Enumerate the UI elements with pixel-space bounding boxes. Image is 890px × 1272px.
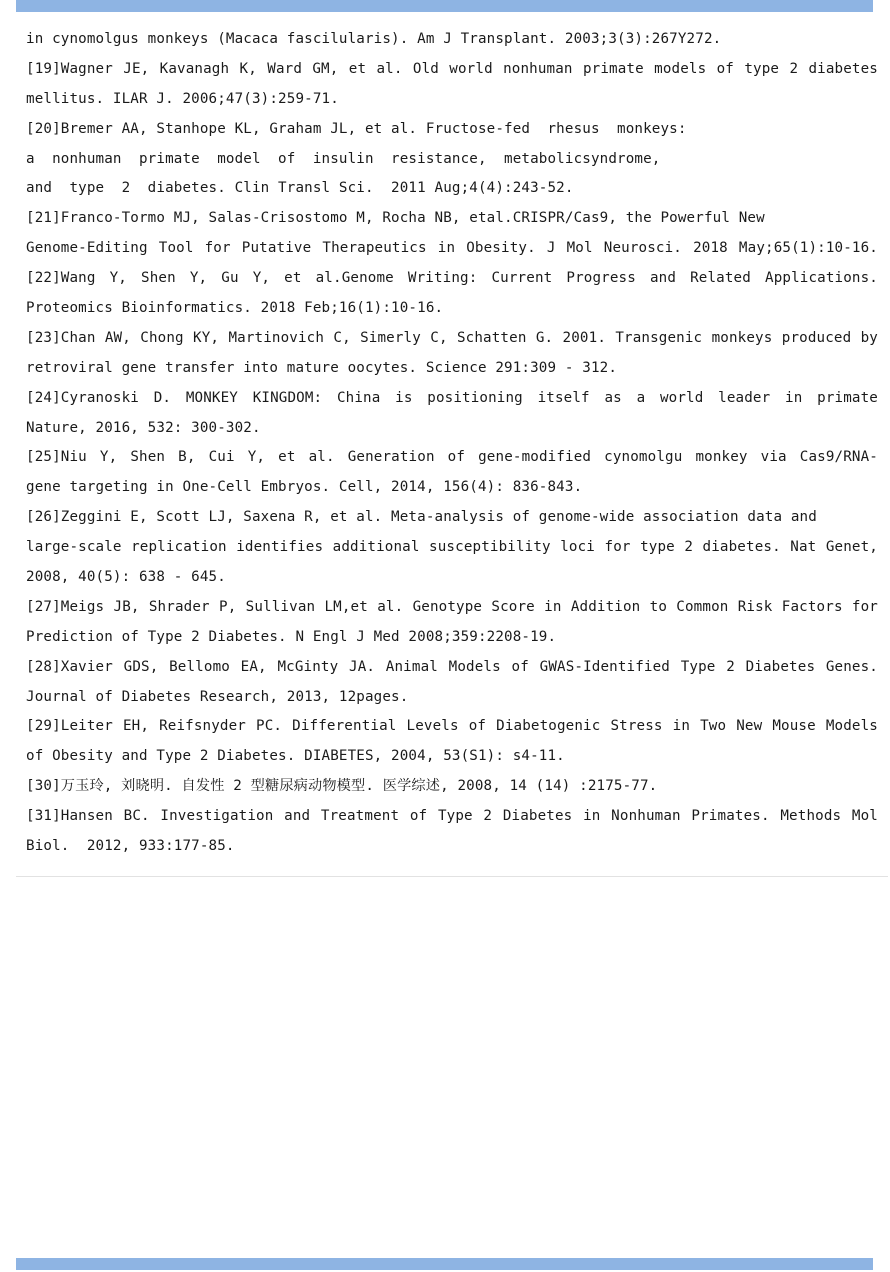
reference-line: a nonhuman primate model of insulin resistance, metabolicsyndrome,	[26, 150, 661, 167]
reference-line: [23]Chan AW, Chong KY, Martinovich C, Simerly C, Schatten G. 2001. Transgenic monkeys produced by	[26, 329, 878, 346]
reference-line: [21]Franco-Tormo MJ, Salas-Crisostomo M, Rocha NB, etal.CRISPR/Cas9, the Powerful New	[26, 210, 765, 227]
reference-line: retroviral gene transfer into mature oocytes. Science 291:309 - 312.	[26, 359, 618, 376]
reference-line: in cynomolgus monkeys (Macaca fascilularis). Am J Transplant. 2003;3(3):267Y272.	[26, 31, 722, 47]
reference-line: [29]Leiter EH, Reifsnyder PC. Differential Levels of Diabetogenic Stress in Two New Mouse Models	[26, 718, 878, 735]
reference-line: [24]Cyranoski D. MONKEY KINGDOM: China is positioning itself as a world leader in primate	[26, 389, 878, 406]
reference-line: [22]Wang Y, Shen Y, Gu Y, et al.Genome Writing: Current Progress and Related Applications.	[26, 270, 878, 287]
reference-line: Journal of Diabetes Research, 2013, 12pages.	[26, 688, 409, 705]
reference-line: [30]万玉玲, 刘晓明. 自发性 2 型糖尿病动物模型. 医学综述, 2008, 14 (14) :2175-77.	[26, 778, 658, 795]
reference-line: and type 2 diabetes. Clin Transl Sci. 2011 Aug;4(4):243-52.	[26, 180, 574, 197]
reference-line: [28]Xavier GDS, Bellomo EA, McGinty JA. Animal Models of GWAS-Identified Type 2 Diabetes Genes.	[26, 658, 878, 675]
reference-line: large-scale replication identifies additional susceptibility loci for type 2 diabetes. Nat Genet,	[26, 539, 878, 556]
reference-line: Proteomics Bioinformatics. 2018 Feb;16(1):10-16.	[26, 300, 444, 317]
reference-line: Nature, 2016, 532: 300-302.	[26, 419, 261, 436]
reference-line: of Obesity and Type 2 Diabetes. DIABETES, 2004, 53(S1): s4-11.	[26, 748, 565, 765]
page-header-bar	[16, 0, 873, 12]
reference-line: gene targeting in One-Cell Embryos. Cell, 2014, 156(4): 836-843.	[26, 479, 583, 496]
reference-line: [19]Wagner JE, Kavanagh K, Ward GM, et al. Old world nonhuman primate models of type 2 diabetes	[26, 60, 878, 77]
reference-line: [31]Hansen BC. Investigation and Treatment of Type 2 Diabetes in Nonhuman Primates. Methods Mol	[26, 808, 878, 825]
page-footer-bar	[16, 1258, 873, 1270]
reference-line: [20]Bremer AA, Stanhope KL, Graham JL, et al. Fructose-fed rhesus monkeys:	[26, 120, 687, 137]
reference-line: 2008, 40(5): 638 - 645.	[26, 569, 226, 586]
reference-list	[26, 25, 878, 862]
reference-line: [26]Zeggini E, Scott LJ, Saxena R, et al. Meta-analysis of genome-wide association data and	[26, 509, 817, 526]
reference-line: Prediction of Type 2 Diabetes. N Engl J Med 2008;359:2208-19.	[26, 628, 557, 645]
reference-line: Biol. 2012, 933:177-85.	[26, 838, 235, 855]
reference-line: mellitus. ILAR J. 2006;47(3):259-71.	[26, 90, 339, 107]
page-divider	[16, 876, 888, 877]
reference-line: [25]Niu Y, Shen B, Cui Y, et al. Generation of gene-modified cynomolgu monkey via Cas9/RNA-	[26, 449, 878, 466]
reference-line: Genome-Editing Tool for Putative Therapeutics in Obesity. J Mol Neurosci. 2018 May;65(1):10-16.	[26, 240, 878, 257]
reference-line: [27]Meigs JB, Shrader P, Sullivan LM,et al. Genotype Score in Addition to Common Risk Factors for	[26, 598, 878, 615]
